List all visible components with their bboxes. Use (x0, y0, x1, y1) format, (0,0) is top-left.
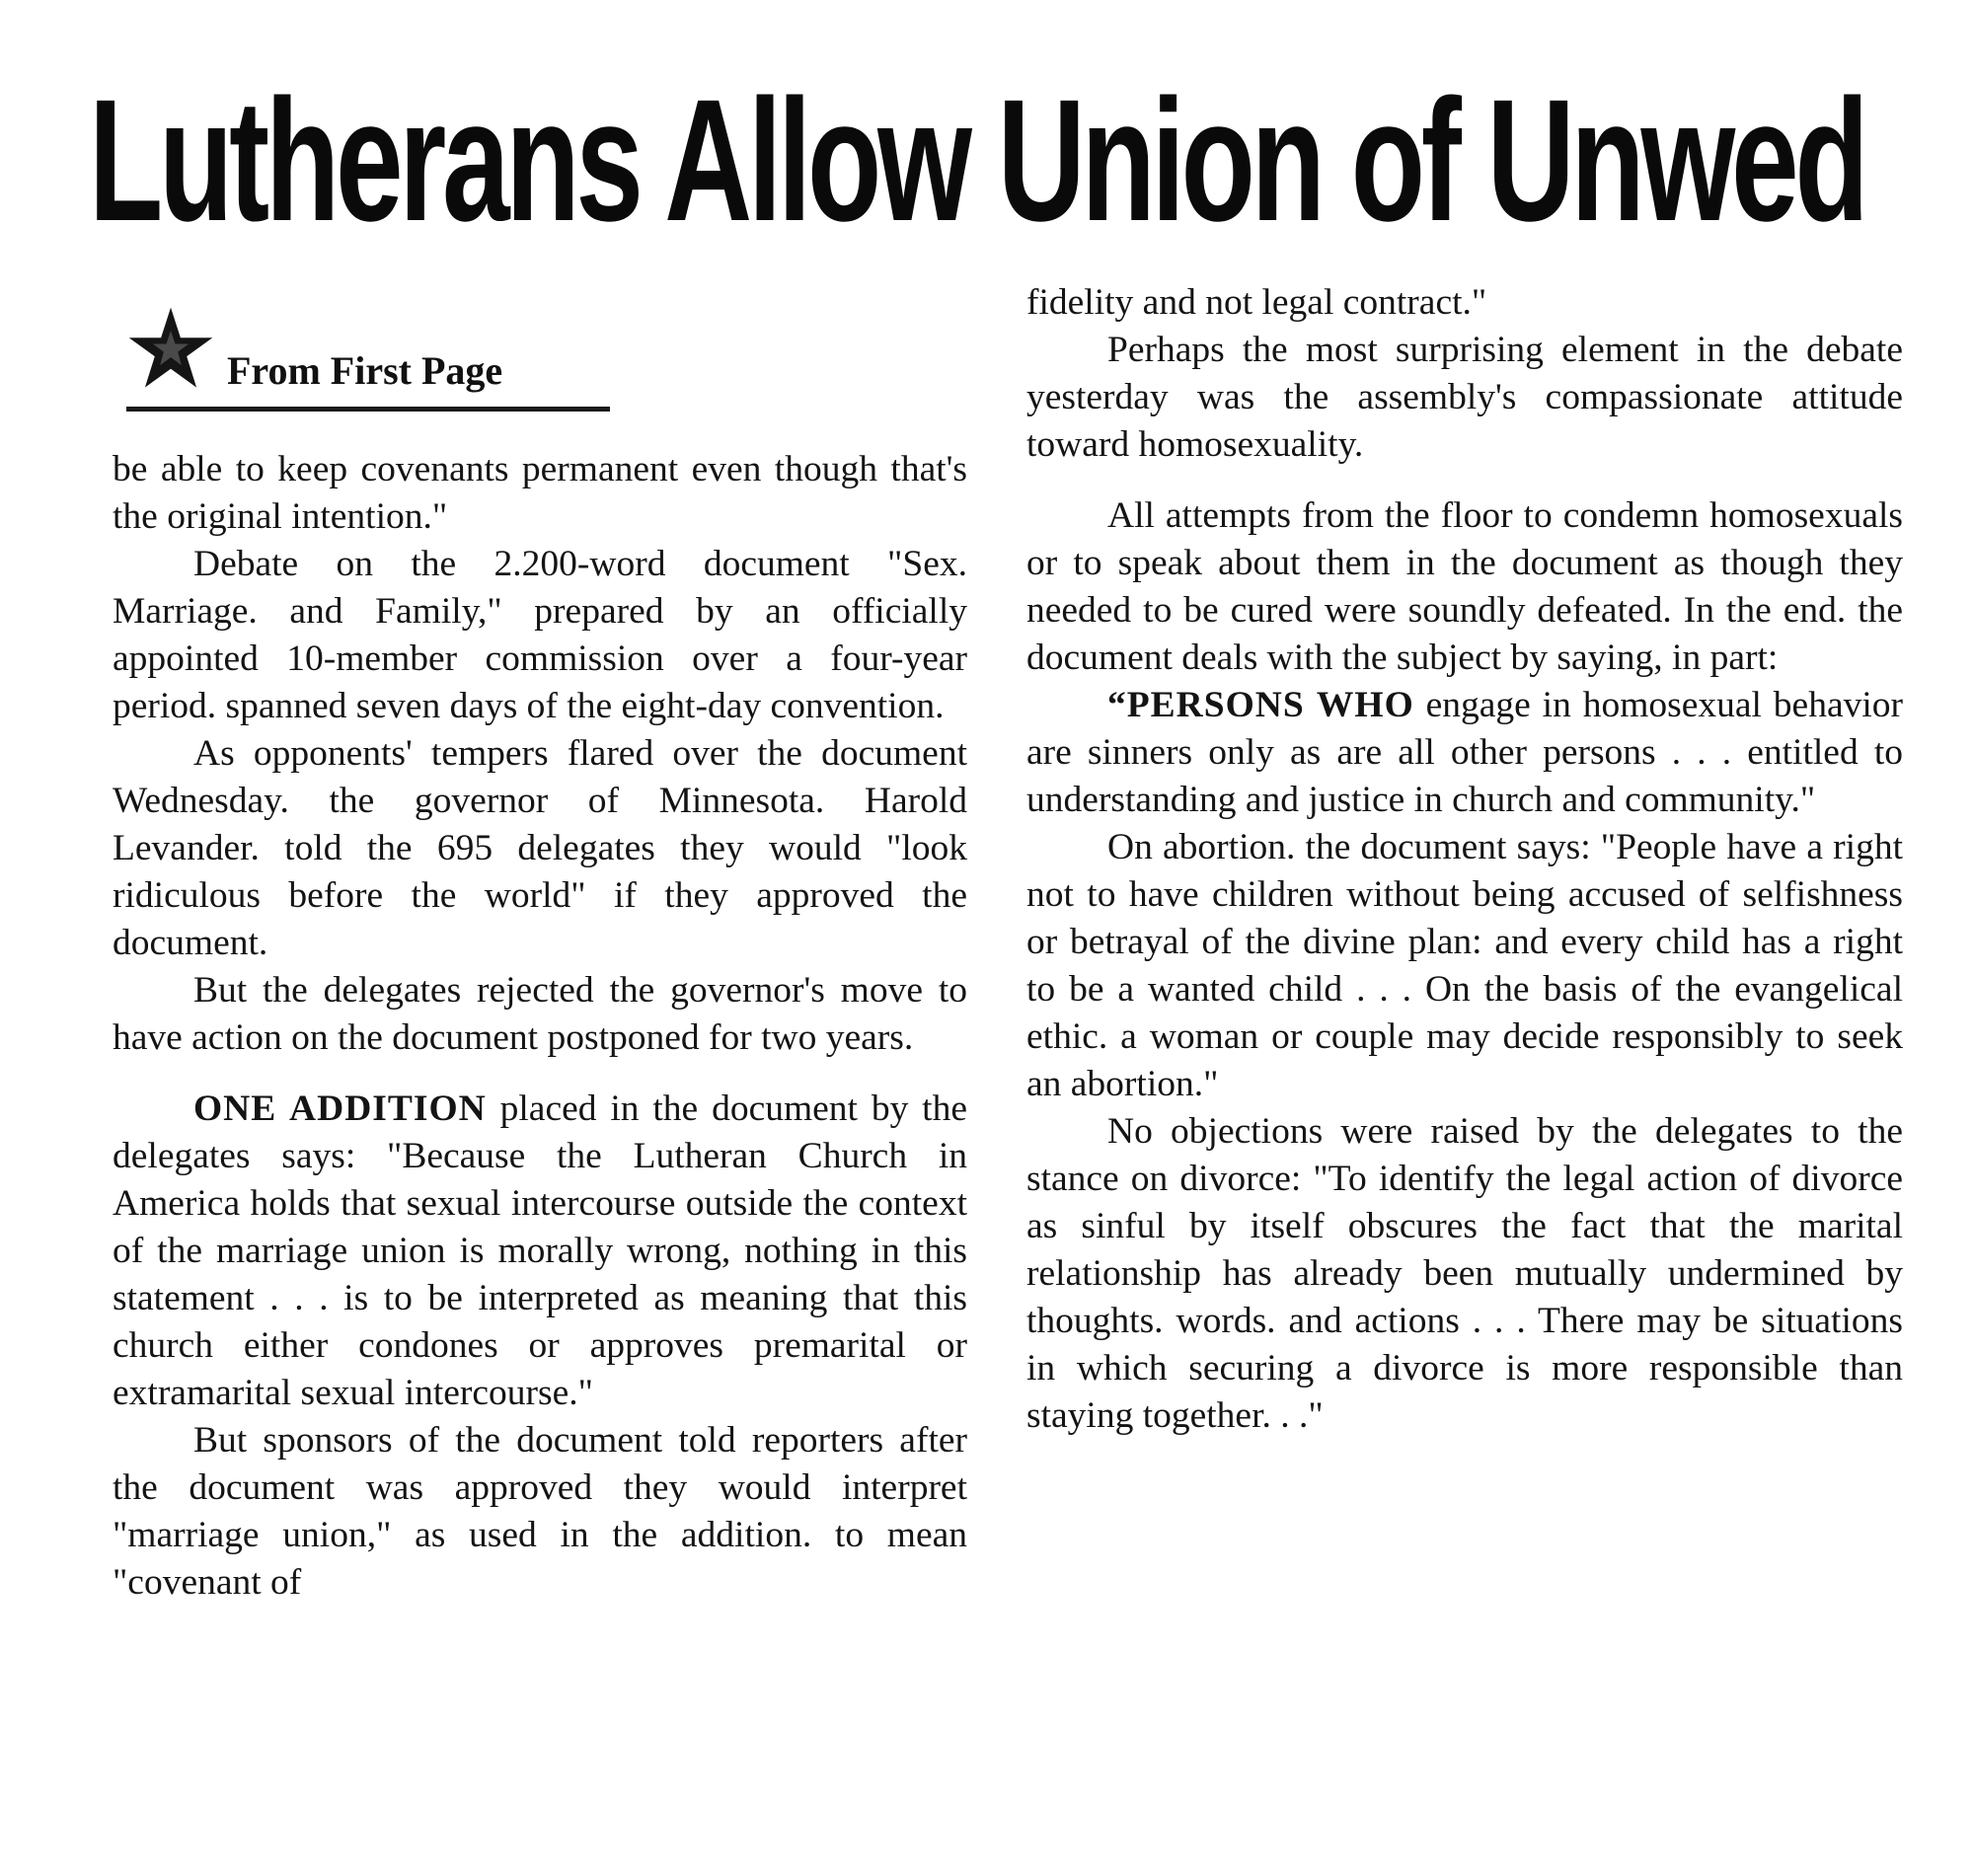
paragraph-text: Perhaps the most surprising element in the debate yesterday was the assembly's compassionate attitude toward homosexuality. (1026, 330, 1903, 465)
paragraph (1026, 682, 1903, 824)
paragraph-text: Debate on the 2.200-word document "Sex. Marriage. and Family," prepared by an officially appointed 10-member commission over a four-year period. spanned seven days of the eight-day convention. (113, 544, 967, 726)
paragraph (113, 730, 967, 967)
continued-from-first-page (126, 304, 620, 422)
paragraph-lead-in: ONE ADDITION (193, 1088, 487, 1129)
paragraph (113, 541, 967, 730)
paragraph-text: No objections were raised by the delegates to the stance on divorce: "To identify the legal action of divorce as sinful by itself obscures the fact that the marital relationship has already been mutually undermined by thoughts. words. and actions . . . There may be situations in which securing a divorce is more responsible than staying together. . ." (1026, 1111, 1903, 1436)
paragraph-lead-in: “PERSONS WHO (1107, 685, 1414, 725)
paragraph (113, 446, 967, 541)
paragraph-text: All attempts from the floor to condemn homosexuals or to speak about them in the document as though they needed to be cured were soundly defeated. In the end. the document deals with the subject by saying, in part: (1026, 495, 1903, 678)
paragraph (1026, 1108, 1903, 1440)
paragraph (1026, 279, 1903, 327)
headline: Lutherans Allow Union of Unwed (89, 64, 1865, 258)
paragraph-text: As opponents' tempers flared over the document Wednesday. the governor of Minnesota. Harold Levander. told the 695 delegates they would "look ridiculous before the world" if they approved the document. (113, 733, 967, 963)
paragraph-text: engage in homosexual behavior are sinners only as are all other persons . . . entitled to understanding and justice in church and community." (1026, 685, 1903, 820)
right-column (1026, 279, 1903, 1440)
paragraph-text: On abortion. the document says: "People have a right not to have children without being accused of selfishness or betrayal of the divine plan: and every child has a right to be a wanted child . . . On the basis of the evangelical ethic. a woman or couple may decide responsibly to seek an abortion." (1026, 827, 1903, 1104)
paragraph (1026, 327, 1903, 469)
paragraph (113, 1417, 967, 1607)
paragraph-text: But sponsors of the document told reporters after the document was approved they would interpret "marriage union," as used in the addition. to mean "covenant of (113, 1420, 967, 1603)
paragraph-text: placed in the document by the delegates says: "Because the Lutheran Church in America holds that sexual intercourse outside the context of the marriage union is morally wrong, nothing in this statement . . . is to be interpreted as meaning that this church either condones or approves premarital or extramarital sexual intercourse." (113, 1088, 967, 1413)
paragraph-text: be able to keep covenants permanent even though that's the original intention." (113, 449, 967, 537)
jump-label: From First Page (227, 348, 503, 393)
paragraph (1026, 824, 1903, 1108)
paragraph (1026, 492, 1903, 682)
jump-rule (126, 407, 610, 412)
paragraph (113, 967, 967, 1062)
paragraph (113, 1086, 967, 1417)
star-icon (126, 304, 215, 393)
paragraph-text: fidelity and not legal contract." (1026, 282, 1487, 323)
left-column (113, 446, 967, 1607)
paragraph-text: But the delegates rejected the governor's move to have action on the document postponed for two years. (113, 970, 967, 1058)
